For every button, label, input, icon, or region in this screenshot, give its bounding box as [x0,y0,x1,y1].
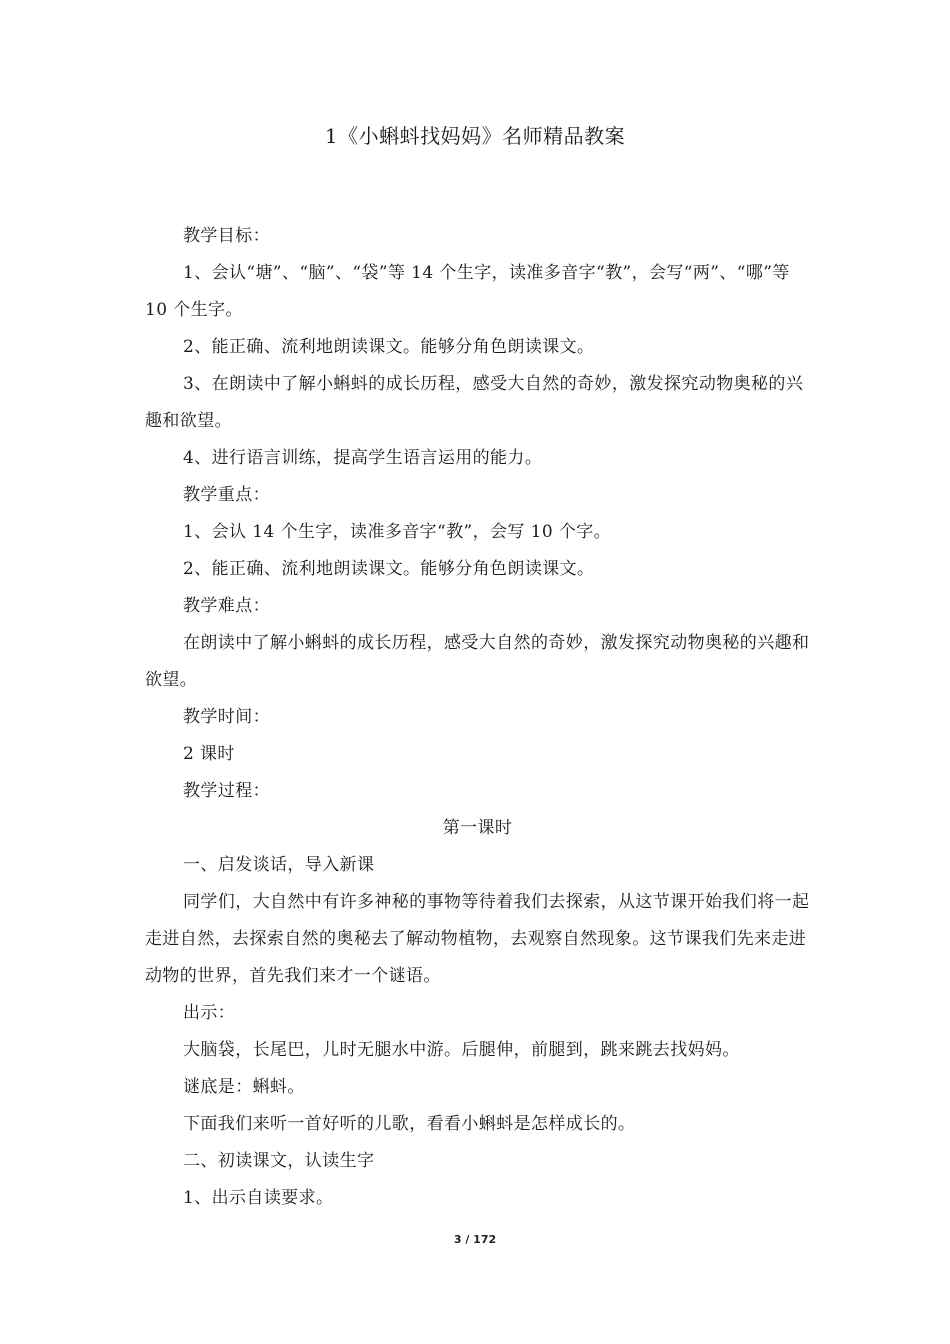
paragraph-riddle-answer: 谜底是：蝌蚪。 [183,1077,305,1097]
document-body [145,218,810,1217]
paragraph-objectives-heading: 教学目标： [183,226,270,246]
paragraph-objective-3: 3、在朗读中了解小蝌蚪的成长历程，感受大自然的奇妙，激发探究动物奥秘的兴趣和欲望。 [145,374,804,431]
document-title: 1《小蝌蚪找妈妈》名师精品教案 [324,124,626,148]
paragraph-difficulty-heading: 教学难点： [183,596,270,616]
paragraph-riddle: 大脑袋，长尾巴，儿时无腿水中游。后腿伸，前腿到，跳来跳去找妈妈。 [183,1040,740,1060]
page-number: 3 / 172 [453,1233,497,1246]
paragraph-show: 出示： [183,1003,236,1023]
section-heading-first-lesson: 第一课时 [442,818,513,838]
paragraph-key-points-heading: 教学重点： [183,485,270,505]
paragraph-song-intro: 下面我们来听一首好听的儿歌，看看小蝌蚪是怎样成长的。 [183,1114,636,1134]
paragraph-objective-4: 4、进行语言训练，提高学生语言运用的能力。 [183,448,543,468]
paragraph-objective-1: 1、会认“塘”、“脑”、“袋”等 14 个生字，读准多音字“教”，会写“两”、“哪”等 10 个生字。 [145,263,790,320]
paragraph-key-point-2: 2、能正确、流利地朗读课文。能够分角色朗读课文。 [183,559,595,579]
paragraph-time-heading: 教学时间： [183,707,270,727]
paragraph-objective-2: 2、能正确、流利地朗读课文。能够分角色朗读课文。 [183,337,595,357]
paragraph-reading-requirements: 1、出示自读要求。 [183,1188,334,1208]
paragraph-key-point-1: 1、会认 14 个生字，读准多音字“教”，会写 10 个字。 [183,522,612,542]
paragraph-process-heading: 教学过程： [183,781,270,801]
paragraph-difficulty: 在朗读中了解小蝌蚪的成长历程，感受大自然的奇妙，激发探究动物奥秘的兴趣和欲望。 [145,633,810,690]
paragraph-time: 2 课时 [183,744,235,764]
paragraph-intro-talk: 同学们，大自然中有许多神秘的事物等待着我们去探索，从这节课开始我们将一起走进自然，去探索自然的奥秘去了解动物植物，去观察自然现象。这节课我们先来走进动物的世界，首先我们来才一个谜语。 [145,892,810,986]
paragraph-step-2-heading: 二、初读课文，认读生字 [183,1151,375,1171]
paragraph-step-1-heading: 一、启发谈话，导入新课 [183,855,375,875]
